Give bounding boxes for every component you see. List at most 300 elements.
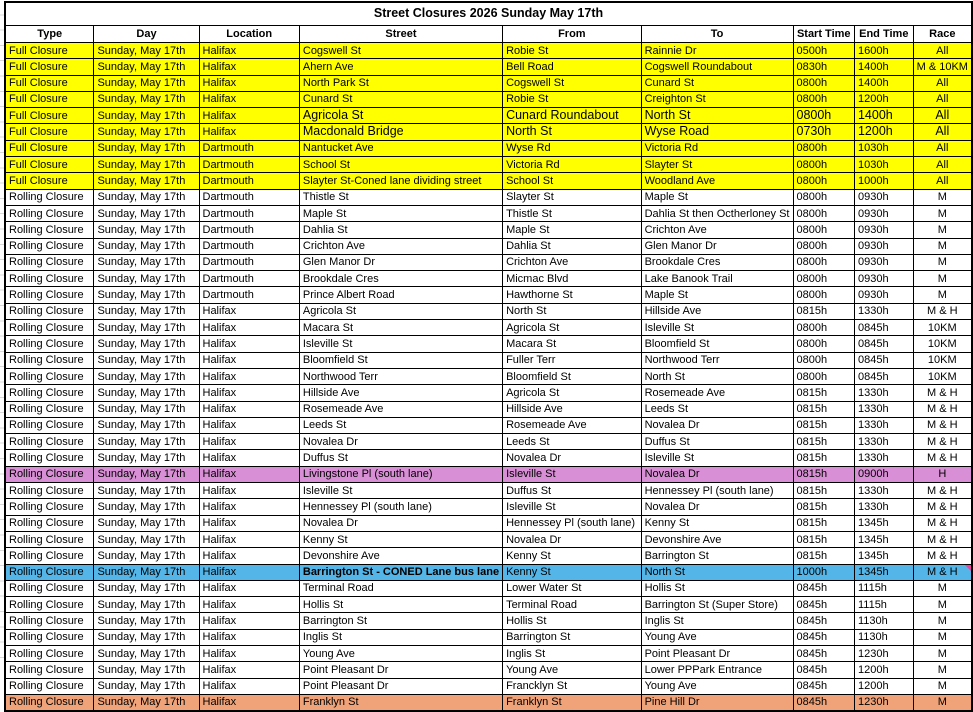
cell-location[interactable]: Dartmouth — [199, 238, 299, 254]
cell-type[interactable]: Rolling Closure — [5, 287, 94, 303]
cell-day[interactable]: Sunday, May 17th — [94, 108, 199, 124]
cell-start[interactable]: 0800h — [793, 238, 854, 254]
cell-end[interactable]: 0845h — [854, 336, 913, 352]
cell-to[interactable]: Novalea Dr — [641, 499, 793, 515]
cell-to[interactable]: Dahlia St then Octherloney St — [641, 205, 793, 221]
cell-type[interactable]: Full Closure — [5, 140, 94, 156]
column-header-start-time[interactable]: Start Time — [793, 26, 854, 43]
cell-race[interactable]: 10KM — [913, 368, 972, 384]
cell-start[interactable]: 0800h — [793, 271, 854, 287]
cell-start[interactable]: 0800h — [793, 173, 854, 189]
cell-to[interactable]: Hennessey Pl (south lane) — [641, 483, 793, 499]
column-header-type[interactable]: Type — [5, 26, 94, 43]
cell-type[interactable]: Rolling Closure — [5, 548, 94, 564]
column-header-to[interactable]: To — [641, 26, 793, 43]
cell-to[interactable]: Northwood Terr — [641, 352, 793, 368]
cell-location[interactable]: Halifax — [199, 108, 299, 124]
cell-race[interactable]: H — [913, 466, 972, 482]
column-header-race[interactable]: Race — [913, 26, 972, 43]
cell-to[interactable]: North St — [641, 564, 793, 580]
cell-race[interactable]: M — [913, 189, 972, 205]
cell-start[interactable]: 0800h — [793, 157, 854, 173]
cell-street[interactable]: Duffus St — [299, 450, 502, 466]
cell-end[interactable]: 1400h — [854, 59, 913, 75]
cell-street[interactable]: Cunard St — [299, 91, 502, 107]
cell-location[interactable]: Halifax — [199, 417, 299, 433]
cell-day[interactable]: Sunday, May 17th — [94, 59, 199, 75]
cell-to[interactable]: Bloomfield St — [641, 336, 793, 352]
cell-day[interactable]: Sunday, May 17th — [94, 320, 199, 336]
cell-type[interactable]: Rolling Closure — [5, 678, 94, 694]
cell-location[interactable]: Halifax — [199, 385, 299, 401]
cell-type[interactable]: Full Closure — [5, 108, 94, 124]
cell-to[interactable]: Point Pleasant Dr — [641, 645, 793, 661]
cell-street[interactable]: Crichton Ave — [299, 238, 502, 254]
cell-location[interactable]: Halifax — [199, 613, 299, 629]
cell-type[interactable]: Rolling Closure — [5, 629, 94, 645]
cell-from[interactable]: Isleville St — [503, 466, 642, 482]
cell-from[interactable]: North St — [503, 124, 642, 140]
cell-to[interactable]: Young Ave — [641, 629, 793, 645]
cell-start[interactable]: 0815h — [793, 531, 854, 547]
cell-street[interactable]: Terminal Road — [299, 580, 502, 596]
cell-street[interactable]: Glen Manor Dr — [299, 254, 502, 270]
cell-day[interactable]: Sunday, May 17th — [94, 434, 199, 450]
cell-location[interactable]: Dartmouth — [199, 157, 299, 173]
cell-type[interactable]: Rolling Closure — [5, 580, 94, 596]
cell-end[interactable]: 1230h — [854, 694, 913, 711]
cell-type[interactable]: Full Closure — [5, 91, 94, 107]
cell-end[interactable]: 1330h — [854, 499, 913, 515]
cell-day[interactable]: Sunday, May 17th — [94, 597, 199, 613]
cell-location[interactable]: Halifax — [199, 59, 299, 75]
cell-race[interactable]: M & H — [913, 499, 972, 515]
cell-type[interactable]: Rolling Closure — [5, 368, 94, 384]
cell-end[interactable]: 1115h — [854, 597, 913, 613]
cell-end[interactable]: 1200h — [854, 662, 913, 678]
cell-from[interactable]: Fuller Terr — [503, 352, 642, 368]
cell-end[interactable]: 1330h — [854, 483, 913, 499]
cell-location[interactable]: Dartmouth — [199, 189, 299, 205]
cell-type[interactable]: Rolling Closure — [5, 531, 94, 547]
cell-from[interactable]: Macara St — [503, 336, 642, 352]
cell-race[interactable]: M — [913, 694, 972, 711]
cell-end[interactable]: 1330h — [854, 401, 913, 417]
cell-start[interactable]: 0845h — [793, 613, 854, 629]
cell-day[interactable]: Sunday, May 17th — [94, 173, 199, 189]
cell-location[interactable]: Halifax — [199, 580, 299, 596]
cell-location[interactable]: Halifax — [199, 336, 299, 352]
cell-race[interactable]: All — [913, 124, 972, 140]
cell-street[interactable]: Devonshire Ave — [299, 548, 502, 564]
cell-to[interactable]: Maple St — [641, 287, 793, 303]
cell-location[interactable]: Halifax — [199, 515, 299, 531]
cell-street[interactable]: Hennessey Pl (south lane) — [299, 499, 502, 515]
cell-from[interactable]: Francklyn St — [503, 678, 642, 694]
cell-type[interactable]: Full Closure — [5, 124, 94, 140]
cell-from[interactable]: Maple St — [503, 222, 642, 238]
cell-day[interactable]: Sunday, May 17th — [94, 91, 199, 107]
cell-race[interactable]: M — [913, 613, 972, 629]
cell-from[interactable]: Micmac Blvd — [503, 271, 642, 287]
cell-day[interactable]: Sunday, May 17th — [94, 205, 199, 221]
cell-to[interactable]: Leeds St — [641, 401, 793, 417]
cell-from[interactable]: Isleville St — [503, 499, 642, 515]
cell-type[interactable]: Rolling Closure — [5, 352, 94, 368]
cell-location[interactable]: Halifax — [199, 564, 299, 580]
cell-end[interactable]: 1330h — [854, 303, 913, 319]
cell-type[interactable]: Rolling Closure — [5, 189, 94, 205]
cell-start[interactable]: 0815h — [793, 401, 854, 417]
cell-to[interactable]: Lake Banook Trail — [641, 271, 793, 287]
cell-end[interactable]: 0930h — [854, 238, 913, 254]
cell-to[interactable]: Lower PPPark Entrance — [641, 662, 793, 678]
cell-day[interactable]: Sunday, May 17th — [94, 368, 199, 384]
cell-location[interactable]: Halifax — [199, 645, 299, 661]
cell-from[interactable]: Robie St — [503, 91, 642, 107]
cell-start[interactable]: 0815h — [793, 450, 854, 466]
cell-type[interactable]: Rolling Closure — [5, 336, 94, 352]
column-header-street[interactable]: Street — [299, 26, 502, 43]
cell-from[interactable]: Hennessey Pl (south lane) — [503, 515, 642, 531]
cell-race[interactable]: All — [913, 43, 972, 59]
cell-location[interactable]: Halifax — [199, 75, 299, 91]
cell-type[interactable]: Full Closure — [5, 173, 94, 189]
cell-start[interactable]: 0845h — [793, 580, 854, 596]
cell-street[interactable]: Point Pleasant Dr — [299, 662, 502, 678]
cell-from[interactable]: North St — [503, 303, 642, 319]
cell-race[interactable]: M & H — [913, 483, 972, 499]
cell-race[interactable]: M — [913, 205, 972, 221]
cell-end[interactable]: 1330h — [854, 450, 913, 466]
cell-day[interactable]: Sunday, May 17th — [94, 531, 199, 547]
cell-location[interactable]: Halifax — [199, 597, 299, 613]
cell-from[interactable]: Lower Water St — [503, 580, 642, 596]
cell-race[interactable]: 10KM — [913, 352, 972, 368]
cell-race[interactable]: M & H — [913, 401, 972, 417]
cell-end[interactable]: 1000h — [854, 173, 913, 189]
cell-end[interactable]: 1345h — [854, 564, 913, 580]
cell-location[interactable]: Halifax — [199, 124, 299, 140]
cell-end[interactable]: 1200h — [854, 91, 913, 107]
cell-street[interactable]: Rosemeade Ave — [299, 401, 502, 417]
cell-day[interactable]: Sunday, May 17th — [94, 629, 199, 645]
cell-race[interactable]: M — [913, 597, 972, 613]
cell-location[interactable]: Dartmouth — [199, 287, 299, 303]
cell-to[interactable]: Novalea Dr — [641, 417, 793, 433]
cell-location[interactable]: Dartmouth — [199, 205, 299, 221]
cell-day[interactable]: Sunday, May 17th — [94, 417, 199, 433]
cell-location[interactable]: Halifax — [199, 450, 299, 466]
cell-street[interactable]: Slayter St-Coned lane dividing street — [299, 173, 502, 189]
cell-type[interactable]: Rolling Closure — [5, 401, 94, 417]
cell-to[interactable]: Cunard St — [641, 75, 793, 91]
cell-start[interactable]: 0845h — [793, 694, 854, 711]
cell-race[interactable]: All — [913, 75, 972, 91]
cell-day[interactable]: Sunday, May 17th — [94, 515, 199, 531]
cell-end[interactable]: 1030h — [854, 157, 913, 173]
column-header-location[interactable]: Location — [199, 26, 299, 43]
cell-race[interactable]: 10KM — [913, 336, 972, 352]
cell-race[interactable]: All — [913, 157, 972, 173]
cell-day[interactable]: Sunday, May 17th — [94, 157, 199, 173]
cell-location[interactable]: Halifax — [199, 499, 299, 515]
cell-location[interactable]: Halifax — [199, 694, 299, 711]
cell-start[interactable]: 0815h — [793, 548, 854, 564]
cell-from[interactable]: Rosemeade Ave — [503, 417, 642, 433]
cell-to[interactable]: North St — [641, 368, 793, 384]
cell-day[interactable]: Sunday, May 17th — [94, 189, 199, 205]
cell-street[interactable]: Dahlia St — [299, 222, 502, 238]
cell-type[interactable]: Rolling Closure — [5, 320, 94, 336]
cell-day[interactable]: Sunday, May 17th — [94, 385, 199, 401]
cell-from[interactable]: Novalea Dr — [503, 531, 642, 547]
cell-from[interactable]: Hollis St — [503, 613, 642, 629]
cell-from[interactable]: Inglis St — [503, 645, 642, 661]
cell-to[interactable]: Rainnie Dr — [641, 43, 793, 59]
cell-street[interactable]: Hollis St — [299, 597, 502, 613]
cell-end[interactable]: 0930h — [854, 254, 913, 270]
cell-end[interactable]: 1130h — [854, 629, 913, 645]
column-header-day[interactable]: Day — [94, 26, 199, 43]
cell-start[interactable]: 0830h — [793, 59, 854, 75]
cell-end[interactable]: 1330h — [854, 434, 913, 450]
cell-end[interactable]: 0930h — [854, 287, 913, 303]
cell-from[interactable]: Bell Road — [503, 59, 642, 75]
cell-from[interactable]: Hawthorne St — [503, 287, 642, 303]
cell-location[interactable]: Halifax — [199, 43, 299, 59]
cell-race[interactable]: M & H — [913, 434, 972, 450]
cell-day[interactable]: Sunday, May 17th — [94, 548, 199, 564]
cell-from[interactable]: Victoria Rd — [503, 157, 642, 173]
cell-race[interactable]: M & H — [913, 564, 972, 580]
cell-race[interactable]: M — [913, 271, 972, 287]
cell-start[interactable]: 0800h — [793, 287, 854, 303]
cell-location[interactable]: Halifax — [199, 91, 299, 107]
cell-location[interactable]: Halifax — [199, 629, 299, 645]
cell-race[interactable]: 10KM — [913, 320, 972, 336]
cell-day[interactable]: Sunday, May 17th — [94, 450, 199, 466]
cell-to[interactable]: Duffus St — [641, 434, 793, 450]
cell-day[interactable]: Sunday, May 17th — [94, 483, 199, 499]
cell-location[interactable]: Halifax — [199, 548, 299, 564]
cell-type[interactable]: Rolling Closure — [5, 222, 94, 238]
page-title[interactable]: Street Closures 2026 Sunday May 17th — [5, 2, 972, 26]
cell-street[interactable]: Agricola St — [299, 303, 502, 319]
cell-from[interactable]: Cunard Roundabout — [503, 108, 642, 124]
cell-end[interactable]: 1600h — [854, 43, 913, 59]
cell-day[interactable]: Sunday, May 17th — [94, 254, 199, 270]
cell-start[interactable]: 0815h — [793, 385, 854, 401]
cell-to[interactable]: North St — [641, 108, 793, 124]
cell-race[interactable]: M & H — [913, 450, 972, 466]
cell-race[interactable]: M & H — [913, 385, 972, 401]
cell-street[interactable]: Barrington St — [299, 613, 502, 629]
cell-day[interactable]: Sunday, May 17th — [94, 222, 199, 238]
cell-street[interactable]: Hillside Ave — [299, 385, 502, 401]
cell-start[interactable]: 0800h — [793, 222, 854, 238]
cell-race[interactable]: M & H — [913, 515, 972, 531]
cell-street[interactable]: Novalea Dr — [299, 515, 502, 531]
cell-from[interactable]: Leeds St — [503, 434, 642, 450]
cell-to[interactable]: Wyse Road — [641, 124, 793, 140]
cell-from[interactable]: Thistle St — [503, 205, 642, 221]
cell-end[interactable]: 0845h — [854, 352, 913, 368]
cell-type[interactable]: Rolling Closure — [5, 645, 94, 661]
cell-start[interactable]: 0800h — [793, 189, 854, 205]
cell-location[interactable]: Halifax — [199, 303, 299, 319]
cell-type[interactable]: Rolling Closure — [5, 694, 94, 711]
cell-to[interactable]: Barrington St — [641, 548, 793, 564]
cell-street[interactable]: Cogswell St — [299, 43, 502, 59]
cell-race[interactable]: M — [913, 238, 972, 254]
cell-day[interactable]: Sunday, May 17th — [94, 43, 199, 59]
cell-to[interactable]: Hillside Ave — [641, 303, 793, 319]
cell-start[interactable]: 0815h — [793, 417, 854, 433]
cell-type[interactable]: Rolling Closure — [5, 483, 94, 499]
column-header-from[interactable]: From — [503, 26, 642, 43]
cell-type[interactable]: Full Closure — [5, 75, 94, 91]
cell-street[interactable]: Macdonald Bridge — [299, 124, 502, 140]
cell-type[interactable]: Rolling Closure — [5, 254, 94, 270]
cell-day[interactable]: Sunday, May 17th — [94, 238, 199, 254]
cell-start[interactable]: 0815h — [793, 303, 854, 319]
cell-start[interactable]: 0815h — [793, 434, 854, 450]
cell-race[interactable]: All — [913, 173, 972, 189]
cell-race[interactable]: M & H — [913, 417, 972, 433]
cell-type[interactable]: Rolling Closure — [5, 564, 94, 580]
cell-from[interactable]: Slayter St — [503, 189, 642, 205]
cell-type[interactable]: Full Closure — [5, 157, 94, 173]
cell-to[interactable]: Isleville St — [641, 450, 793, 466]
cell-end[interactable]: 1345h — [854, 548, 913, 564]
cell-location[interactable]: Halifax — [199, 434, 299, 450]
cell-type[interactable]: Rolling Closure — [5, 450, 94, 466]
cell-start[interactable]: 0845h — [793, 645, 854, 661]
cell-location[interactable]: Dartmouth — [199, 254, 299, 270]
cell-start[interactable]: 1000h — [793, 564, 854, 580]
cell-end[interactable]: 1200h — [854, 678, 913, 694]
cell-end[interactable]: 0845h — [854, 320, 913, 336]
cell-day[interactable]: Sunday, May 17th — [94, 140, 199, 156]
cell-type[interactable]: Rolling Closure — [5, 271, 94, 287]
cell-start[interactable]: 0815h — [793, 466, 854, 482]
cell-start[interactable]: 0815h — [793, 499, 854, 515]
cell-end[interactable]: 0930h — [854, 271, 913, 287]
cell-race[interactable]: M — [913, 662, 972, 678]
cell-street[interactable]: Brookdale Cres — [299, 271, 502, 287]
cell-start[interactable]: 0800h — [793, 140, 854, 156]
cell-type[interactable]: Rolling Closure — [5, 662, 94, 678]
cell-day[interactable]: Sunday, May 17th — [94, 75, 199, 91]
cell-street[interactable]: Nantucket Ave — [299, 140, 502, 156]
cell-from[interactable]: Agricola St — [503, 385, 642, 401]
cell-street[interactable]: Barrington St - CONED Lane bus lane — [299, 564, 502, 580]
cell-start[interactable]: 0800h — [793, 75, 854, 91]
cell-street[interactable]: Maple St — [299, 205, 502, 221]
cell-race[interactable]: M — [913, 580, 972, 596]
cell-location[interactable]: Dartmouth — [199, 173, 299, 189]
cell-race[interactable]: M & 10KM — [913, 59, 972, 75]
cell-to[interactable]: Victoria Rd — [641, 140, 793, 156]
cell-location[interactable]: Halifax — [199, 401, 299, 417]
cell-street[interactable]: Isleville St — [299, 336, 502, 352]
cell-location[interactable]: Dartmouth — [199, 271, 299, 287]
cell-end[interactable]: 0930h — [854, 222, 913, 238]
cell-day[interactable]: Sunday, May 17th — [94, 694, 199, 711]
cell-street[interactable]: Thistle St — [299, 189, 502, 205]
cell-start[interactable]: 0730h — [793, 124, 854, 140]
cell-type[interactable]: Rolling Closure — [5, 385, 94, 401]
cell-end[interactable]: 0900h — [854, 466, 913, 482]
cell-type[interactable]: Rolling Closure — [5, 466, 94, 482]
cell-street[interactable]: Point Pleasant Dr — [299, 678, 502, 694]
cell-type[interactable]: Rolling Closure — [5, 597, 94, 613]
cell-type[interactable]: Full Closure — [5, 59, 94, 75]
cell-end[interactable]: 1230h — [854, 645, 913, 661]
cell-to[interactable]: Kenny St — [641, 515, 793, 531]
cell-to[interactable]: Devonshire Ave — [641, 531, 793, 547]
cell-race[interactable]: All — [913, 108, 972, 124]
cell-day[interactable]: Sunday, May 17th — [94, 613, 199, 629]
cell-to[interactable]: Slayter St — [641, 157, 793, 173]
cell-start[interactable]: 0800h — [793, 336, 854, 352]
cell-end[interactable]: 1400h — [854, 75, 913, 91]
cell-start[interactable]: 0800h — [793, 205, 854, 221]
cell-end[interactable]: 1115h — [854, 580, 913, 596]
cell-street[interactable]: Agricola St — [299, 108, 502, 124]
cell-street[interactable]: Young Ave — [299, 645, 502, 661]
cell-from[interactable]: Cogswell St — [503, 75, 642, 91]
cell-type[interactable]: Rolling Closure — [5, 613, 94, 629]
cell-from[interactable]: Bloomfield St — [503, 368, 642, 384]
cell-end[interactable]: 0930h — [854, 205, 913, 221]
cell-day[interactable]: Sunday, May 17th — [94, 336, 199, 352]
cell-location[interactable]: Halifax — [199, 320, 299, 336]
cell-street[interactable]: Livingstone Pl (south lane) — [299, 466, 502, 482]
cell-type[interactable]: Rolling Closure — [5, 499, 94, 515]
cell-start[interactable]: 0815h — [793, 515, 854, 531]
cell-location[interactable]: Halifax — [199, 466, 299, 482]
cell-race[interactable]: M — [913, 222, 972, 238]
cell-to[interactable]: Pine Hill Dr — [641, 694, 793, 711]
cell-from[interactable]: Franklyn St — [503, 694, 642, 711]
cell-from[interactable]: School St — [503, 173, 642, 189]
cell-race[interactable]: M & H — [913, 531, 972, 547]
cell-start[interactable]: 0845h — [793, 662, 854, 678]
cell-from[interactable]: Kenny St — [503, 564, 642, 580]
cell-to[interactable]: Woodland Ave — [641, 173, 793, 189]
cell-street[interactable]: North Park St — [299, 75, 502, 91]
cell-street[interactable]: Bloomfield St — [299, 352, 502, 368]
cell-day[interactable]: Sunday, May 17th — [94, 401, 199, 417]
cell-day[interactable]: Sunday, May 17th — [94, 466, 199, 482]
cell-start[interactable]: 0845h — [793, 678, 854, 694]
cell-race[interactable]: M — [913, 629, 972, 645]
cell-start[interactable]: 0800h — [793, 108, 854, 124]
cell-start[interactable]: 0800h — [793, 352, 854, 368]
cell-from[interactable]: Wyse Rd — [503, 140, 642, 156]
cell-day[interactable]: Sunday, May 17th — [94, 662, 199, 678]
cell-from[interactable]: Terminal Road — [503, 597, 642, 613]
cell-type[interactable]: Rolling Closure — [5, 417, 94, 433]
cell-race[interactable]: M — [913, 645, 972, 661]
cell-type[interactable]: Rolling Closure — [5, 238, 94, 254]
cell-end[interactable]: 1200h — [854, 124, 913, 140]
cell-start[interactable]: 0845h — [793, 629, 854, 645]
cell-location[interactable]: Halifax — [199, 678, 299, 694]
cell-location[interactable]: Halifax — [199, 352, 299, 368]
